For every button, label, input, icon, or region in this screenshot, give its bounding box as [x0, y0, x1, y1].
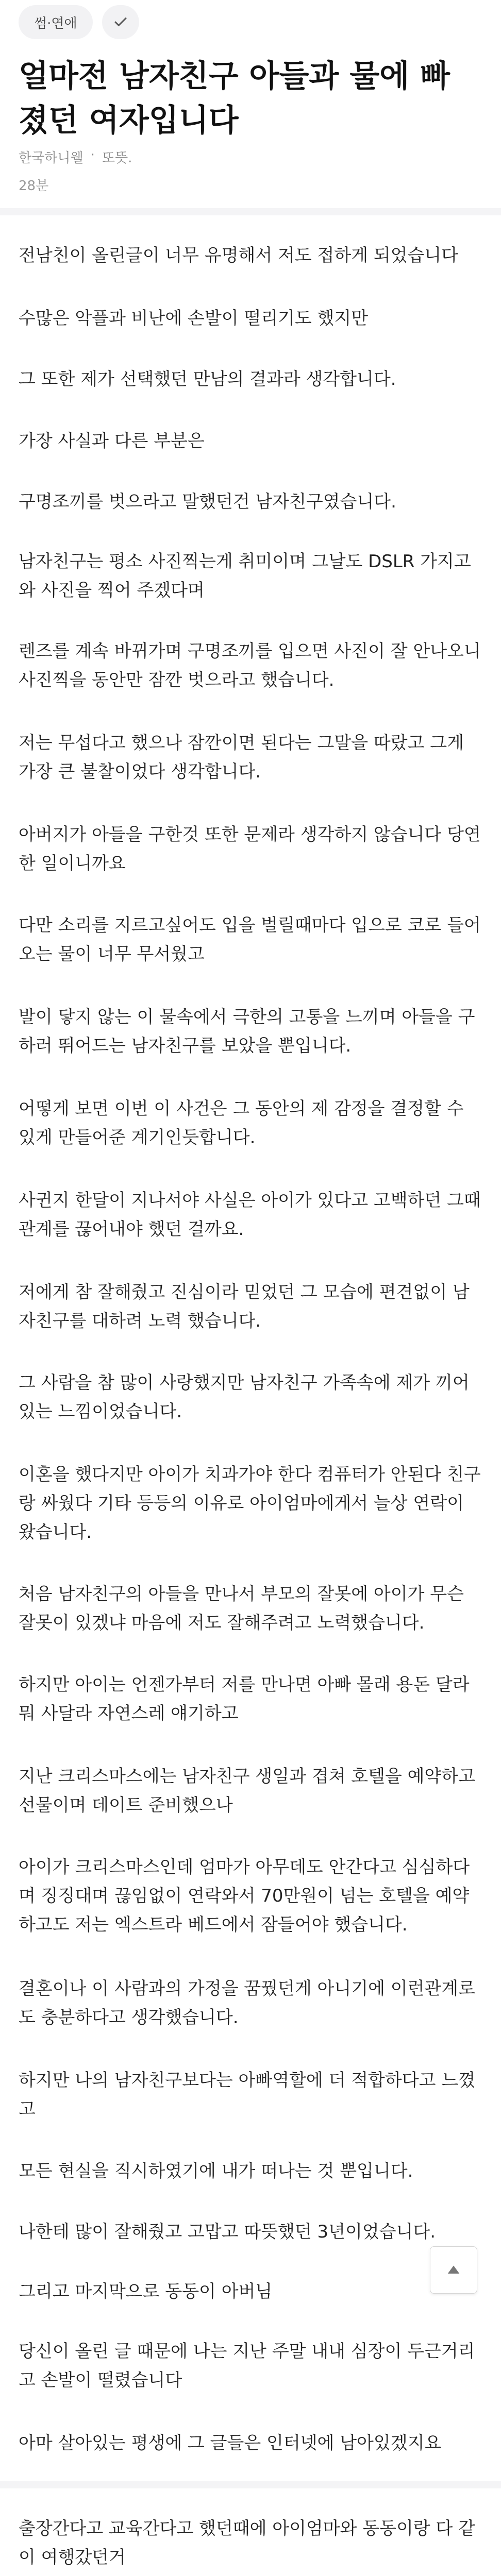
body-paragraph: 그 사람을 참 많이 사랑했지만 남자친구 가족속에 제가 끼어있는 느낌이었습니다.: [19, 1372, 470, 1422]
body-paragraph: 아이가 크리스마스인데 엄마가 아무데도 안간다고 심심하다며 징징대며 끊임없이 연락와서 70만원이 넘는 호텔을 예약하고도 저는 엑스트라 베드에서 잠들어야 했습니다.: [19, 1857, 470, 1935]
body-paragraph: 남자친구는 평소 사진찍는게 취미이며 그날도 DSLR 가지고 와 사진을 찍어 주겠다며: [19, 551, 471, 601]
body-paragraph: 구명조끼를 벗으라고 말했던건 남자친구였습니다.: [19, 492, 396, 512]
body-paragraph: 가장 사실과 다른 부분은: [19, 431, 205, 451]
body-paragraph: 그리고 마지막으로 동동이 아버님: [19, 2281, 273, 2302]
company-name[interactable]: 한국하니웰: [19, 150, 84, 166]
section-divider: [0, 2481, 501, 2488]
meta-separator: ·: [90, 147, 95, 163]
body-paragraph: 모든 현실을 직시하였기에 내가 떠나는 것 뿐입니다.: [19, 2161, 413, 2181]
body-paragraph: 어떻게 보면 이번 이 사건은 그 동안의 제 감정을 결정할 수 있게 만들어준 계기인듯합니다.: [19, 1098, 464, 1148]
body-paragraph: 렌즈를 계속 바뀌가며 구명조끼를 입으면 사진이 잘 안나오니 사진찍을 동안만 잠깐 벗으라고 했습니다.: [19, 641, 481, 690]
body-paragraph: 결혼이나 이 사람과의 가정을 꿈꿨던게 아니기에 이런관계로도 충분하다고 생각했습니다.: [19, 1978, 475, 2028]
check-tag[interactable]: [102, 5, 139, 39]
author-name[interactable]: 또뜻.: [102, 150, 132, 166]
body-paragraph: 다만 소리를 지르고싶어도 입을 벌릴때마다 입으로 코로 들어오는 물이 너무 무서웠고: [19, 915, 481, 964]
body-paragraph: 전남친이 올린글이 너무 유명해서 저도 접하게 되었습니다: [19, 245, 459, 266]
body-paragraph: 그 또한 제가 선택했던 만남의 결과라 생각합니다.: [19, 369, 396, 389]
body-paragraph: 나한테 많이 잘해줬고 고맙고 따뜻했던 3년이었습니다.: [19, 2222, 436, 2242]
body-paragraph: 아버지가 아들을 구한것 또한 문제라 생각하지 않습니다 당연한 일이니까요: [19, 824, 481, 874]
header-divider: [0, 208, 501, 215]
body-paragraph: 하지만 아이는 언젠가부터 저를 만나면 아빠 몰래 용돈 달라 뭐 사달라 자연스레 얘기하고: [19, 1674, 470, 1724]
category-tag[interactable]: 썸·연애: [19, 5, 93, 39]
body-paragraph: 이혼을 했다지만 아이가 치과가야 한다 컴퓨터가 안된다 친구랑 싸웠다 기타 등등의 이유로 아이엄마에게서 늘상 연락이 왔습니다.: [19, 1464, 481, 1543]
post-time: 28분: [19, 178, 49, 194]
body-paragraph: 저에게 참 잘해줬고 진심이라 믿었던 그 모습에 편견없이 남자친구를 대하려 노력 했습니다.: [19, 1282, 470, 1331]
post-title: 얼마전 남자친구 아들과 물에 빠졌던 여자입니다: [19, 58, 450, 139]
body-paragraph: 하지만 나의 남자친구보다는 아빠역할에 더 적합하다고 느꼈고: [19, 2070, 475, 2120]
author-meta: [19, 147, 132, 166]
body-paragraph: 출장간다고 교육간다고 했던때에 아이엄마와 동동이랑 다 같이 여행갔던거: [19, 2518, 475, 2568]
check-icon: [113, 14, 128, 30]
triangle-up-icon: [445, 2261, 462, 2279]
body-paragraph: 발이 닿지 않는 이 물속에서 극한의 고통을 느끼며 아들을 구하러 뛰어드는 남자친구를 보았을 뿐입니다.: [19, 1007, 475, 1056]
scroll-to-top-button[interactable]: [430, 2246, 477, 2294]
body-paragraph: 수많은 악플과 비난에 손발이 떨리기도 했지만: [19, 308, 369, 329]
body-paragraph: 처음 남자친구의 아들을 만나서 부모의 잘못에 아이가 무슨 잘못이 있겠냐 마음에 저도 잘해주려고 노력했습니다.: [19, 1584, 464, 1633]
tag-row: [19, 5, 139, 39]
body-paragraph: 저는 무섭다고 했으나 잠깐이면 된다는 그말을 따랐고 그게 가장 큰 불찰이었다 생각합니다.: [19, 733, 464, 782]
body-paragraph: 지난 크리스마스에는 남자친구 생일과 겹쳐 호텔을 예약하고 선물이며 데이트 준비했으나: [19, 1766, 475, 1816]
body-paragraph: 아마 살아있는 평생에 그 글들은 인터넷에 남아있겠지요: [19, 2433, 442, 2453]
body-paragraph: 당신이 올린 글 때문에 나는 지난 주말 내내 심장이 두근거리고 손발이 떨렸습니다: [19, 2341, 475, 2391]
body-paragraph: 사귄지 한달이 지나서야 사실은 아이가 있다고 고백하던 그때 관계를 끊어내야 했던 걸까요.: [19, 1190, 481, 1240]
